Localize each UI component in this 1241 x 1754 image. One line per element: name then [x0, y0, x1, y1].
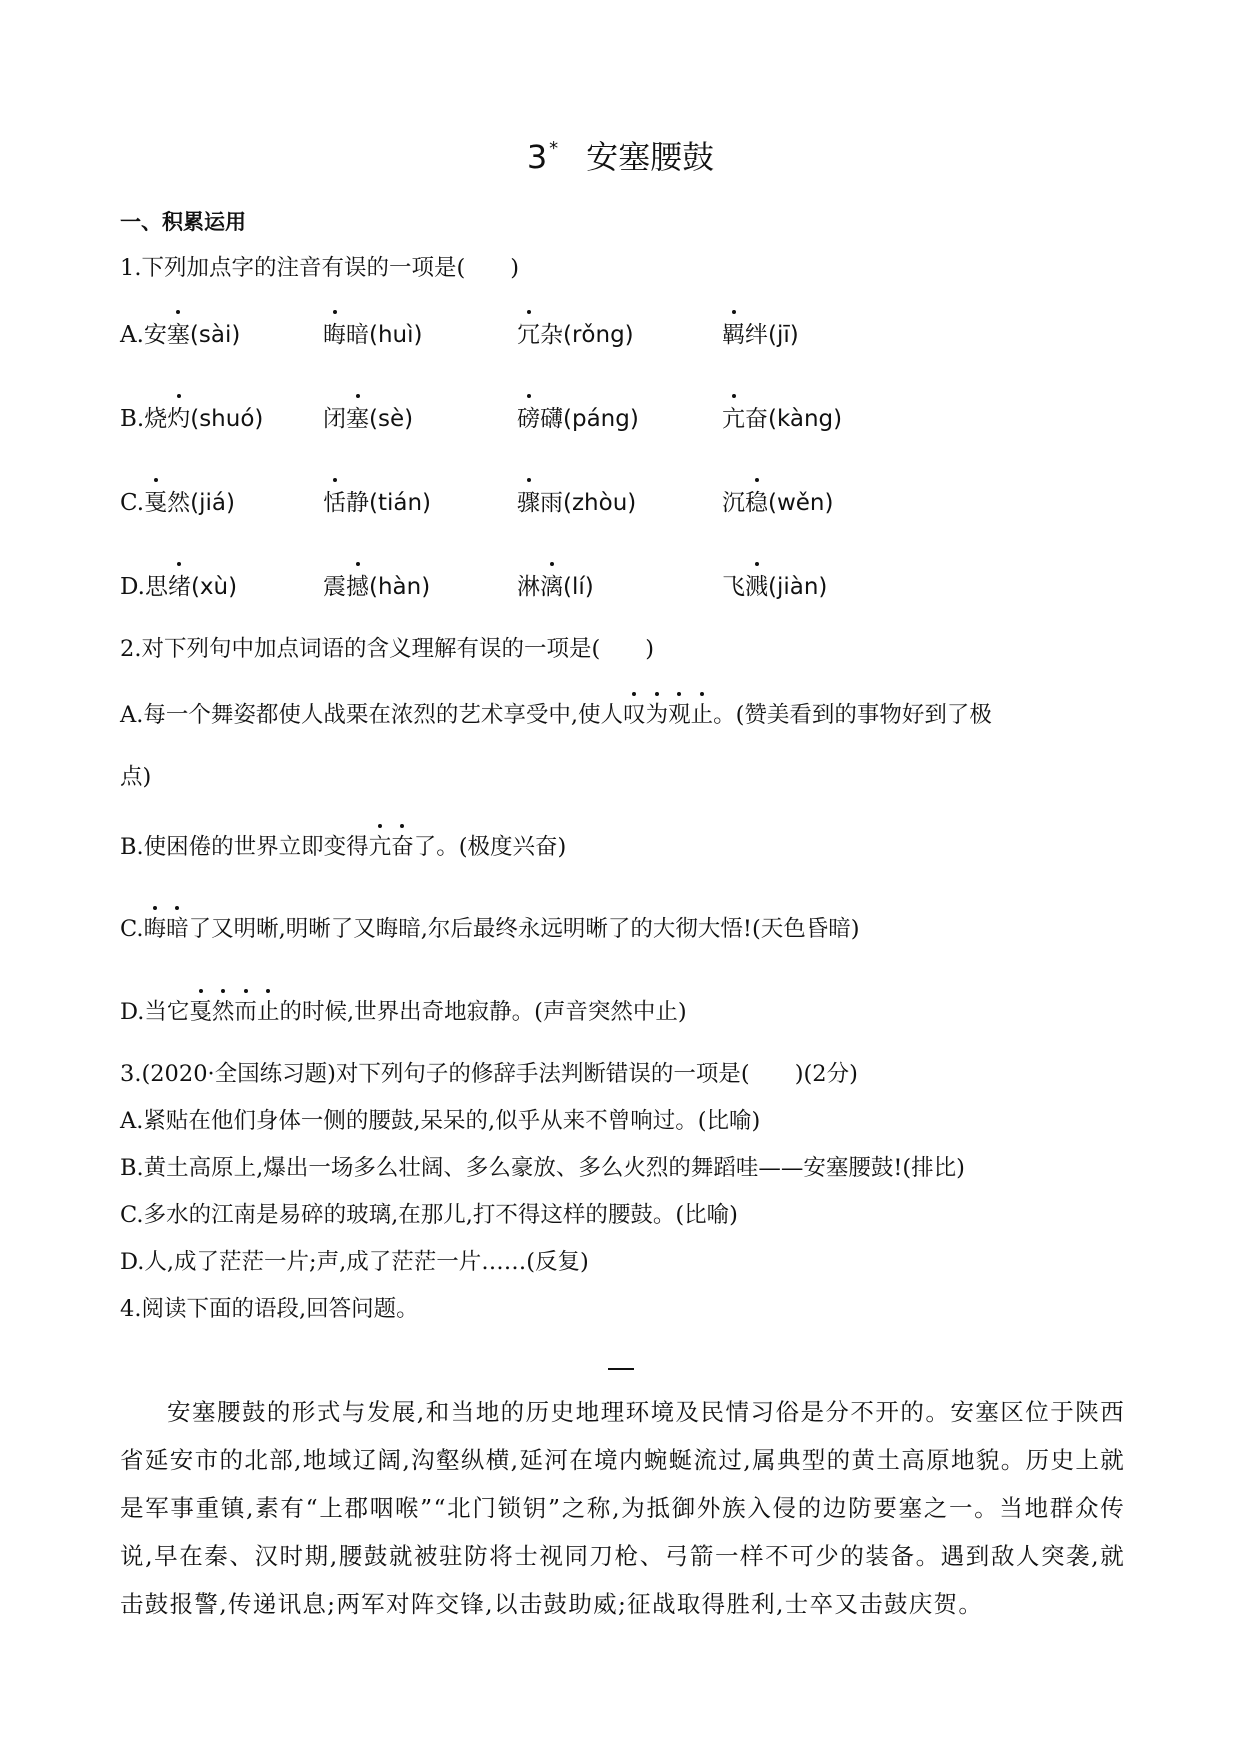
pinyin: (rǒng)	[563, 322, 634, 348]
q1-option-b-item	[323, 400, 413, 433]
pinyin: (shuó)	[190, 406, 264, 432]
word-part: 静	[346, 490, 369, 516]
dotted-character: 撼	[346, 568, 369, 601]
word-part: 思	[144, 574, 168, 600]
section-heading: 一、积累运用	[120, 210, 246, 234]
dotted-character: 冗	[517, 316, 540, 349]
option-label: A.	[120, 322, 144, 348]
q2-d-dotted	[189, 999, 279, 1025]
word-part: 淋	[517, 574, 540, 600]
q2-a-post: 。(赞美看到的事物好到了极	[713, 702, 992, 728]
dotted-character: 骤	[517, 484, 540, 517]
dotted-character: 奋	[391, 830, 414, 864]
dotted-character: 晦	[323, 316, 346, 349]
pinyin: (jī)	[768, 322, 799, 348]
dotted-character: 亢	[722, 400, 745, 433]
pinyin: (sài)	[189, 322, 241, 348]
dotted-character: 漓	[540, 568, 563, 601]
pinyin: (xù)	[190, 574, 238, 600]
q2-a-pre: A.每一个舞姿都使人战栗在浓烈的艺术享受中,使人	[120, 702, 624, 728]
word-part: 杂	[540, 322, 563, 348]
q1-option-b-item	[722, 400, 842, 433]
q1-option-d-item	[517, 568, 594, 601]
pinyin: (jiàn)	[768, 574, 828, 600]
word-part: 奋	[745, 406, 768, 432]
q1-option-d-item	[120, 568, 237, 601]
q3-option-b: B.黄土高原上,爆出一场多么壮阔、多么豪放、多么火烈的舞蹈哇——安塞腰鼓!(排比)	[120, 1155, 965, 1181]
q3-option-c: C.多水的江南是易碎的玻璃,在那儿,打不得这样的腰鼓。(比喻)	[120, 1202, 738, 1228]
dotted-character: 灼	[167, 400, 190, 433]
dotted-character: 为	[646, 698, 669, 732]
pinyin: (huì)	[369, 322, 423, 348]
dotted-character: 止	[257, 995, 280, 1029]
word-part: 绊	[745, 322, 768, 348]
q3-option-d: D.人,成了茫茫一片;声,成了茫茫一片……(反复)	[120, 1249, 589, 1275]
q2-stem: 2.对下列句中加点词语的含义理解有误的一项是( )	[120, 636, 655, 662]
pinyin: (zhòu)	[563, 490, 637, 516]
q3-stem: 3.(2020·全国练习题)对下列句子的修辞手法判断错误的一项是( )(2分)	[120, 1061, 858, 1087]
word-part: 沉	[722, 490, 745, 516]
q2-option-a	[120, 698, 992, 732]
q2-option-b	[120, 830, 566, 864]
option-label: B.	[120, 406, 145, 432]
dotted-character: 磅	[517, 400, 540, 433]
dotted-character: 塞	[167, 316, 190, 349]
q2-c-post: 了又明晰,明晰了又晦暗,尔后最终永远明晰了的大彻大悟!(天色昏暗)	[188, 916, 860, 942]
q1-option-a-item	[323, 316, 423, 349]
dotted-character: 恬	[323, 484, 346, 517]
q1-option-a-item	[517, 316, 634, 349]
dotted-character: 亢	[369, 830, 392, 864]
q1-option-c-item	[517, 484, 636, 517]
q2-a-dotted	[623, 702, 713, 728]
dotted-character: 羁	[722, 316, 745, 349]
q2-b-post: 了。(极度兴奋)	[413, 834, 567, 860]
word-part: 雨	[540, 490, 563, 516]
dotted-character: 塞	[346, 400, 369, 433]
dotted-character: 溅	[745, 568, 768, 601]
q2-b-dotted	[369, 834, 414, 860]
option-label: D.	[120, 574, 145, 600]
q2-option-c	[120, 912, 860, 946]
passage-text: 安塞腰鼓的形式与发展,和当地的历史地理环境及民情习俗是分不开的。安塞区位于陕西省延安市的北部,地域辽阔,沟壑纵横,延河在境内蜿蜒流过,属典型的黄土高原地貌。历史上就是军事重镇,素有“上郡咽喉”“北门锁钥”之称,为抵御外族入侵的边防要塞之一。当地群众传说,早在秦、汉时期,腰鼓就被驻防将士视同刀枪、弓箭一样不可少的装备。遇到敌人突袭,就击鼓报警,传递讯息;两军对阵交锋,以击鼓助威;征战取得胜利,士卒又击鼓庆贺。	[120, 1398, 1125, 1618]
q1-option-b-item	[120, 400, 263, 433]
dotted-character: 戛	[144, 484, 167, 517]
dotted-character: 稳	[745, 484, 768, 517]
q1-option-b-item	[517, 400, 639, 433]
reading-passage	[120, 1388, 1125, 1628]
pinyin: (sè)	[369, 406, 414, 432]
q1-stem: 1.下列加点字的注音有误的一项是( )	[120, 255, 520, 281]
q1-option-c-item	[323, 484, 431, 517]
passage-divider	[608, 1368, 634, 1370]
dotted-character: 而	[234, 995, 257, 1029]
word-part: 暗	[346, 322, 369, 348]
pinyin: (wěn)	[768, 490, 834, 516]
dotted-character: 暗	[166, 912, 189, 946]
dotted-character: 戛	[189, 995, 212, 1029]
dotted-character: 绪	[168, 568, 191, 601]
q2-d-post: 的时候,世界出奇地寂静。(声音突然中止)	[279, 999, 687, 1025]
option-label: C.	[120, 490, 145, 516]
pinyin: (lí)	[563, 574, 594, 600]
q4-stem: 4.阅读下面的语段,回答问题。	[120, 1296, 419, 1322]
q1-option-d-item	[722, 568, 827, 601]
word-part: 震	[323, 574, 346, 600]
q1-option-c-item	[722, 484, 834, 517]
lesson-mark: *	[549, 138, 559, 159]
word-part: 礴	[540, 406, 563, 432]
q2-d-pre: D.当它	[120, 999, 190, 1025]
lesson-number: 3	[526, 138, 548, 176]
dotted-character: 观	[668, 698, 691, 732]
dotted-character: 叹	[623, 698, 646, 732]
q2-b-pre: B.使困倦的世界立即变得	[120, 834, 369, 860]
word-part: 飞	[722, 574, 745, 600]
pinyin: (jiá)	[190, 490, 235, 516]
word-part: 闭	[323, 406, 346, 432]
pinyin: (tián)	[369, 490, 432, 516]
dotted-character: 然	[212, 995, 235, 1029]
q2-option-d	[120, 995, 687, 1029]
q2-c-dotted	[144, 916, 189, 942]
q2-option-a-cont: 点)	[120, 764, 152, 790]
page-title	[0, 132, 1241, 178]
word-part: 安	[143, 322, 167, 348]
pinyin: (páng)	[563, 406, 639, 432]
q1-option-a-item	[722, 316, 799, 349]
q1-option-c-item	[120, 484, 235, 517]
dotted-character: 止	[691, 698, 714, 732]
q3-option-a: A.紧贴在他们身体一侧的腰鼓,呆呆的,似乎从来不曾响过。(比喻)	[120, 1108, 761, 1134]
q1-option-d-item	[323, 568, 430, 601]
word-part: 然	[167, 490, 191, 516]
word-part: 烧	[144, 406, 168, 432]
pinyin: (hàn)	[369, 574, 431, 600]
dotted-character: 晦	[144, 912, 167, 946]
q1-option-a-item	[120, 316, 240, 349]
pinyin: (kàng)	[768, 406, 843, 432]
lesson-name: 安塞腰鼓	[586, 138, 715, 176]
q2-c-pre: C.	[120, 916, 144, 942]
